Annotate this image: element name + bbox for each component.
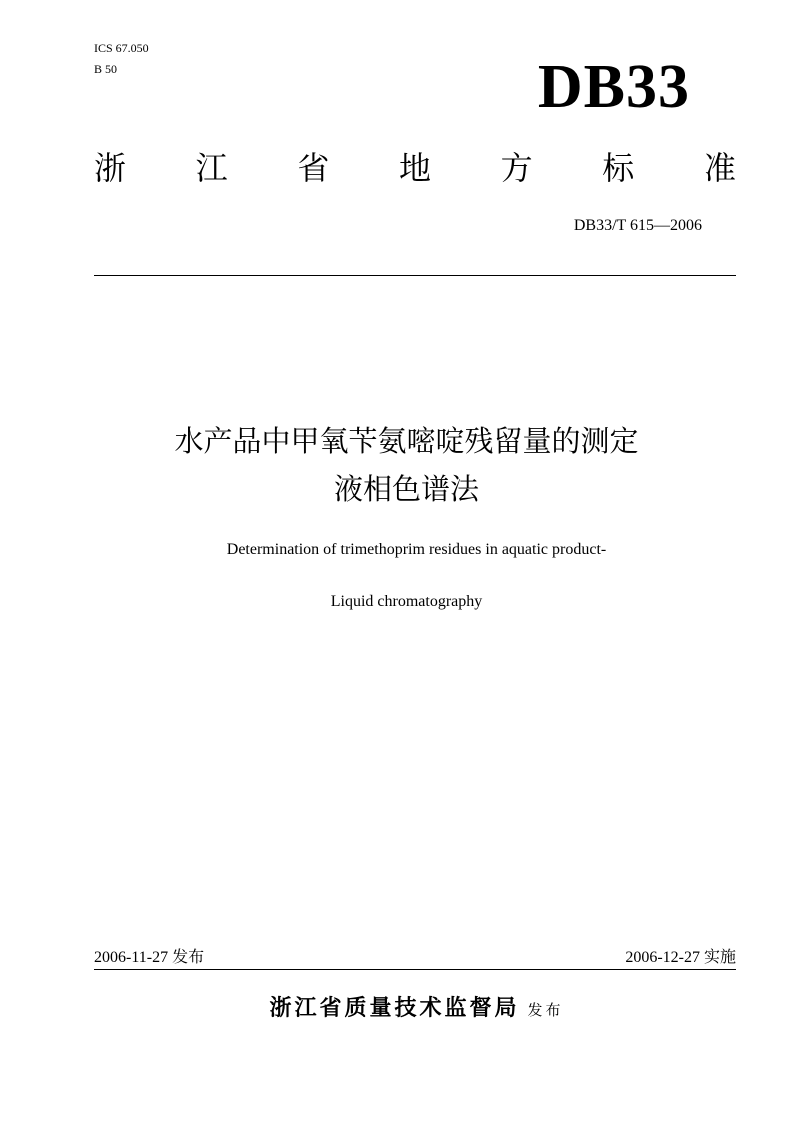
standard-type-char: 地: [398, 149, 431, 187]
top-divider: [94, 275, 736, 276]
publish-date-value: 2006-11-27: [94, 949, 169, 966]
issuer: [0, 993, 793, 1026]
implement-date-value: 2006-12-27: [625, 949, 700, 966]
title-chinese-line1: 水产品中甲氧苄氨嘧啶残留量的测定: [174, 424, 639, 458]
title-chinese-line2: 液相色谱法: [333, 472, 479, 506]
bottom-divider: [94, 969, 736, 970]
publish-label: 发布: [172, 947, 205, 966]
standard-type-char: 浙: [94, 149, 127, 187]
standard-type-char: 江: [195, 149, 228, 187]
db-logo: DB33: [537, 53, 690, 121]
ics-code: ICS 67.050: [94, 41, 149, 55]
implement-date: [0, 947, 736, 968]
title-english-line1: Determination of trimethoprim residues in aquatic product-: [226, 541, 607, 558]
standard-type-char: 省: [297, 149, 330, 187]
category-code: B 50: [94, 62, 118, 76]
standard-type-char: 准: [703, 149, 736, 187]
issuer-name: 浙江省质量技术监督局: [269, 996, 520, 1021]
standard-type-char: 方: [500, 149, 533, 187]
standard-type-char: 标: [602, 149, 635, 187]
standard-type-heading: [94, 144, 736, 192]
title-english-line2: Liquid chromatography: [330, 593, 483, 610]
implement-label: 实施: [703, 947, 736, 966]
issuer-suffix: 发布: [527, 1001, 564, 1019]
standard-number: DB33/T 615—2006: [573, 217, 702, 234]
